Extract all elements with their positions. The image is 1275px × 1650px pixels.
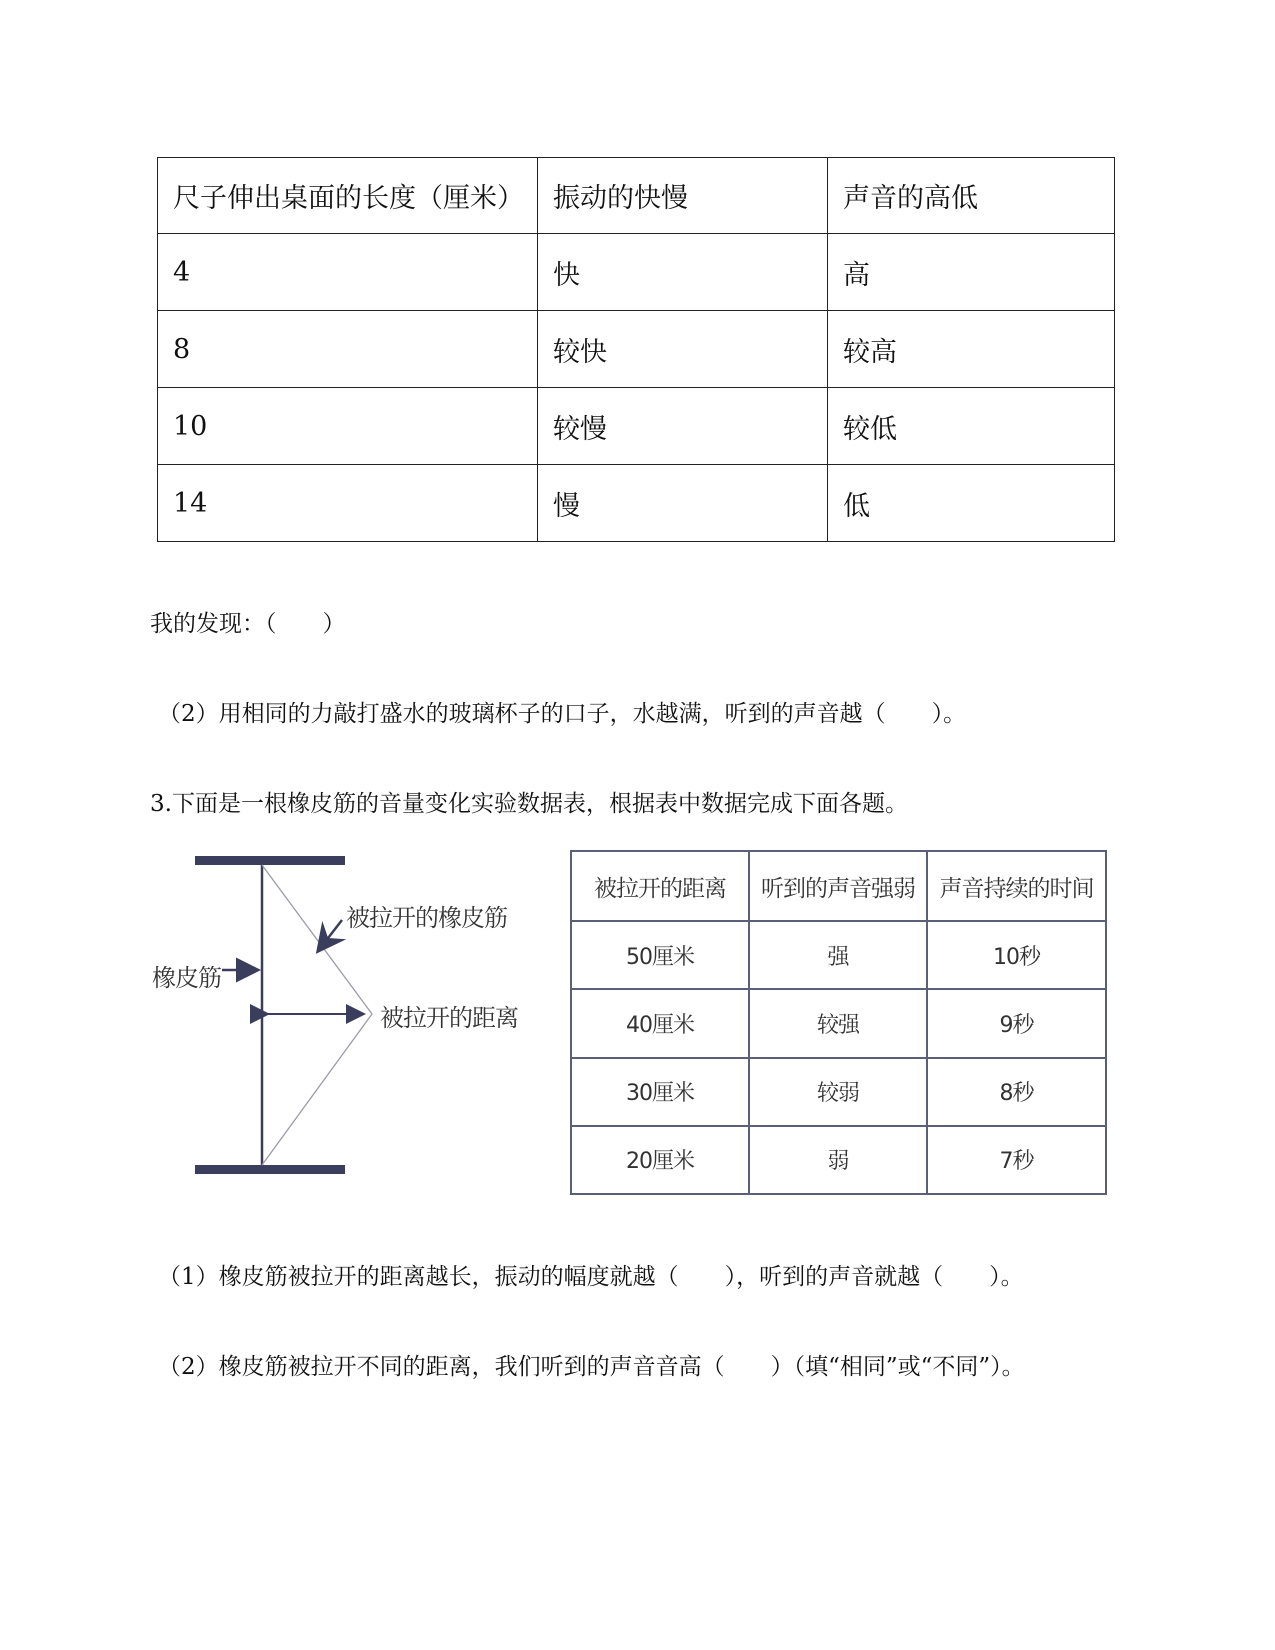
table-cell: 较高 [828,311,1115,388]
table-row [158,388,1115,465]
header-cell: 振动的快慢 [538,158,828,234]
table-cell: 较慢 [538,388,828,465]
table-cell: 9秒 [927,989,1106,1057]
table-cell: 10 [158,388,538,465]
table-cell: 强 [749,921,927,989]
distance-label: 被拉开的距离 [380,1004,518,1032]
question-2: （2）用相同的力敲打盛水的玻璃杯子的口子，水越满，听到的声音越（ ）。 [158,701,967,727]
table-cell: 较弱 [749,1058,927,1126]
table-cell: 8秒 [927,1058,1106,1126]
header-cell: 声音的高低 [828,158,1115,234]
header-cell: 听到的声音强弱 [749,851,927,921]
table-row [158,311,1115,388]
table-row [571,1058,1106,1126]
table-cell: 弱 [749,1126,927,1194]
band-label: 橡皮筋 [152,964,221,992]
question-3-part-1: （1）橡皮筋被拉开的距离越长，振动的幅度就越（ ），听到的声音就越（ ）。 [158,1264,1024,1290]
table-cell: 较强 [749,989,927,1057]
table-row [571,1126,1106,1194]
table-header-row [571,851,1106,921]
top-bar [195,856,345,865]
table-row [571,921,1106,989]
rubber-band-data-table [570,850,1107,1195]
table-cell: 较快 [538,311,828,388]
table-cell: 30厘米 [571,1058,749,1126]
header-cell: 被拉开的距离 [571,851,749,921]
finding-prompt: 我的发现：（ ） [150,611,346,637]
table-cell: 8 [158,311,538,388]
table-cell: 14 [158,465,538,542]
table-cell: 慢 [538,465,828,542]
table-cell: 7秒 [927,1126,1106,1194]
table-cell: 40厘米 [571,989,749,1057]
stretched-band-label: 被拉开的橡皮筋 [346,904,507,932]
stretched-pointer-arrow [325,920,342,942]
table-row [158,465,1115,542]
question-3-part-2: （2）橡皮筋被拉开不同的距离，我们听到的声音音高（ ）（填“相同”或“不同”）。 [158,1354,1025,1380]
table-cell: 10秒 [927,921,1106,989]
table-row [571,989,1106,1057]
table-cell: 50厘米 [571,921,749,989]
table-cell: 高 [828,234,1115,311]
table-header-row [158,158,1115,234]
table-row [158,234,1115,311]
table-cell: 快 [538,234,828,311]
ruler-data-table [157,157,1115,542]
table-cell: 低 [828,465,1115,542]
header-cell: 尺子伸出桌面的长度（厘米） [158,158,538,234]
question-3-title: 3.下面是一根橡皮筋的音量变化实验数据表，根据表中数据完成下面各题。 [150,791,908,817]
table-cell: 较低 [828,388,1115,465]
rubber-band-figure [150,840,1125,1200]
table-cell: 4 [158,234,538,311]
header-cell: 声音持续的时间 [927,851,1106,921]
table-cell: 20厘米 [571,1126,749,1194]
bottom-bar [195,1165,345,1174]
